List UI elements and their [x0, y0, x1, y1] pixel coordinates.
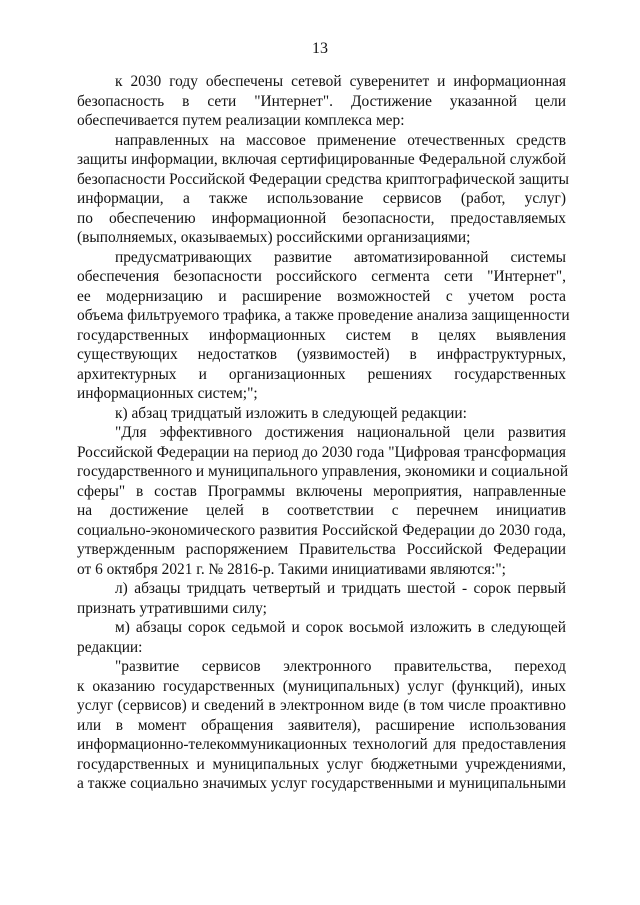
- page-number: 13: [312, 40, 328, 57]
- text-line: информационно-телекоммуникационных технологий для предоставления: [77, 736, 566, 753]
- text-line: социально-экономического развития Российской Федерации до 2030 года,: [77, 521, 566, 539]
- text-line: к 2030 году обеспечены сетевой суверенитет и информационная: [115, 73, 566, 90]
- text-line: государственного и муниципального управления, экономики и социальной: [77, 463, 569, 480]
- paragraph: [77, 131, 569, 248]
- text-line: архитектурных и организационных решениях государственных: [77, 365, 566, 383]
- paragraph: [77, 579, 566, 618]
- paragraph: [77, 248, 570, 404]
- text-line: редакции:: [77, 638, 143, 656]
- paragraph: [77, 657, 566, 794]
- text-line: к оказанию государственных (муниципальных) услуг (функций), иных: [77, 677, 566, 695]
- text-line: признать утратившими силу;: [77, 599, 267, 617]
- text-line: информационных систем;";: [77, 385, 258, 402]
- text-line: информации, а также использование сервисов (работ, услуг): [77, 190, 566, 207]
- text-line: или в момент обращения заявителя), расширение использования: [77, 716, 566, 734]
- text-line: от 6 октября 2021 г. № 2816-р. Такими инициативами являются:";: [77, 560, 506, 578]
- text-line: государственных и муниципальных услуг бюджетными учреждениями,: [77, 755, 566, 773]
- paragraph: [77, 423, 569, 579]
- text-line: объема фильтруемого трафика, а также проведение анализа защищенности: [77, 307, 570, 324]
- text-line: государственных информационных систем в целях выявления: [77, 326, 566, 344]
- text-line: на достижение целей в соответствии с перечнем инициатив: [77, 502, 566, 519]
- text-line: безопасности Российской Федерации средства криптографической защиты: [77, 170, 569, 188]
- text-line: м) абзацы сорок седьмой и сорок восьмой изложить в следующей: [115, 619, 566, 636]
- text-line: услуг (сервисов) и сведений в электронном виде (в том числе проактивно: [77, 697, 566, 714]
- paragraph: [77, 72, 566, 131]
- text-line: л) абзацы тридцать четвертый и тридцать шестой - сорок первый: [115, 580, 566, 597]
- text-line: предусматривающих развитие автоматизированной системы: [115, 248, 566, 266]
- paragraph: [77, 618, 566, 657]
- text-line: ее модернизацию и расширение возможностей с учетом роста: [77, 287, 566, 305]
- text-line: направленных на массовое применение отечественных средств: [115, 131, 566, 149]
- text-line: к) абзац тридцатый изложить в следующей редакции:: [115, 404, 467, 422]
- text-line: утвержденным распоряжением Правительства Российской Федерации: [77, 541, 566, 558]
- text-line: сферы" в состав Программы включены мероприятия, направленные: [77, 482, 566, 500]
- text-line: "Для эффективного достижения национальной цели развития: [115, 424, 566, 441]
- text-line: безопасность в сети "Интернет". Достижение указанной цели: [77, 92, 566, 110]
- text-line: по обеспечению информационной безопасности, предоставляемых: [77, 209, 566, 227]
- text-line: (выполняемых, оказываемых) российскими организациями;: [77, 229, 471, 246]
- text-line: Российской Федерации на период до 2030 года "Цифровая трансформация: [77, 443, 566, 461]
- text-line: существующих недостатков (уязвимостей) в инфраструктурных,: [77, 346, 566, 363]
- text-line: обеспечивается путем реализации комплекса мер:: [77, 112, 405, 129]
- text-line: защиты информации, включая сертифицированные Федеральной службой: [77, 151, 566, 168]
- paragraph: [77, 404, 566, 424]
- text-line: "развитие сервисов электронного правительства, переход: [115, 658, 566, 675]
- text-line: а также социально значимых услуг государственными и муниципальными: [77, 775, 566, 792]
- document-body: [77, 72, 570, 794]
- text-line: обеспечения безопасности российского сегмента сети "Интернет",: [77, 268, 566, 285]
